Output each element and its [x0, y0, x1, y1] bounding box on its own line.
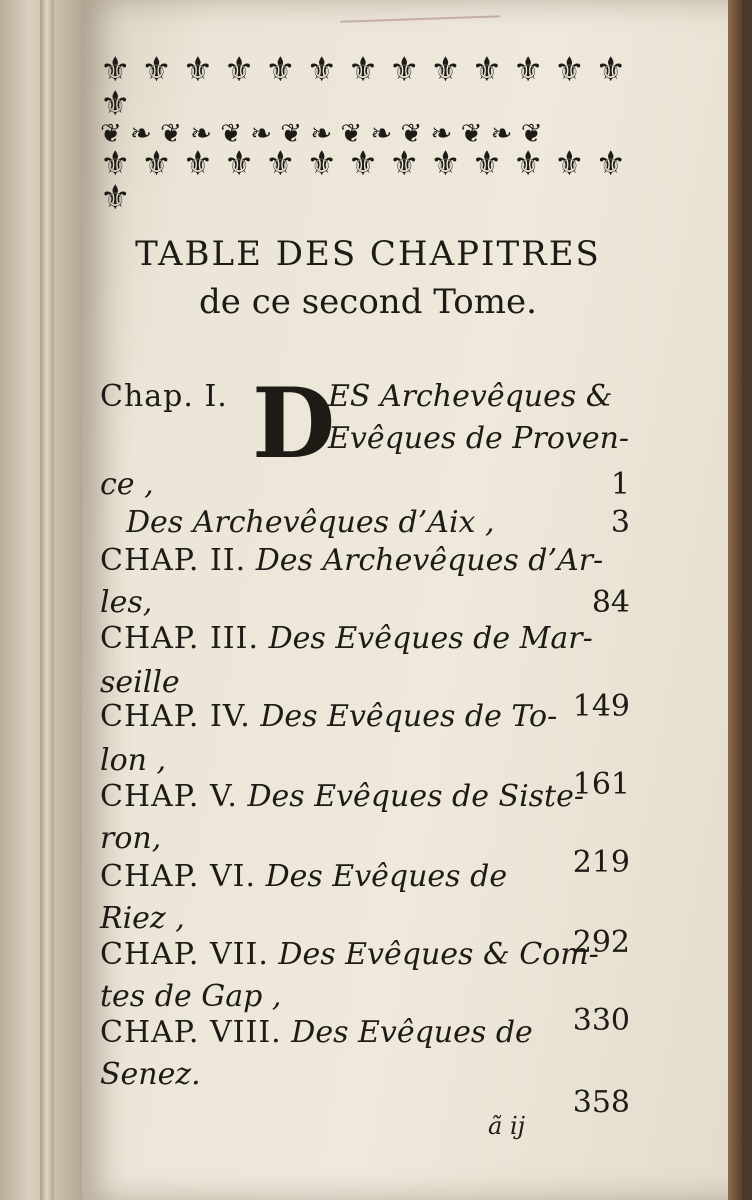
list-item: [100, 774, 630, 820]
chapter-title-cont: Riez ,: [100, 901, 185, 936]
signature-mark: ã ij: [488, 1112, 526, 1140]
page-number: 1: [610, 467, 630, 502]
chapter-title: Des Evêques de Siste-: [247, 779, 585, 814]
chapter-title: Des Evêques de Mar-: [268, 621, 593, 656]
list-item: [100, 694, 630, 740]
chapter-title-cont: lon ,: [100, 743, 167, 778]
page-title: TABLE DES CHAPITRES: [135, 234, 601, 274]
chapter-title-cont: les,: [100, 585, 153, 620]
chapter-label: CHAP. III.: [100, 621, 260, 656]
chapter-title-cont: Senez.: [100, 1057, 201, 1092]
list-item: [100, 538, 630, 584]
chapter-title-cont: tes de Gap ,: [100, 979, 282, 1014]
page-number: 84: [591, 585, 630, 620]
page-number: 219: [572, 845, 630, 880]
chapter-title-cont: seille: [100, 665, 180, 700]
chapter-label: CHAP. VIII.: [100, 1015, 282, 1050]
fleur-de-lis-icon: ⚜ ⚜ ⚜ ⚜ ⚜ ⚜ ⚜ ⚜ ⚜ ⚜ ⚜ ⚜ ⚜ ⚜: [100, 50, 626, 124]
chapter-label: Chap. I.: [100, 379, 228, 414]
fleur-de-lis-icon-row: ⚜ ⚜ ⚜ ⚜ ⚜ ⚜ ⚜ ⚜ ⚜ ⚜ ⚜ ⚜ ⚜ ⚜: [100, 144, 626, 218]
fleur-de-lis-ornament-band: [100, 50, 652, 218]
chapter-title: ES Archevêques &: [328, 379, 613, 414]
chapter-title-cont: ce , 1: [100, 462, 630, 508]
chapter-title: Des Evêques de: [265, 859, 508, 894]
list-item: [100, 1010, 630, 1056]
list-item: [100, 616, 630, 662]
page-number: 358: [572, 1085, 630, 1120]
chapter-label: CHAP. IV.: [100, 699, 251, 734]
list-item: [100, 854, 630, 900]
page-number: 149: [572, 689, 630, 724]
chapter-label: CHAP. VI.: [100, 859, 257, 894]
page-number: 161: [572, 767, 630, 802]
chapter-label: CHAP. VII.: [100, 937, 269, 972]
page-edge: [728, 0, 742, 1200]
section-title: Des Archevêques d’Aix ,: [126, 505, 495, 540]
chapter-title-cont: Evêques de Proven-: [328, 421, 630, 456]
spine-edge: [40, 0, 54, 1200]
drop-cap: D: [252, 367, 336, 480]
chapter-title: Des Evêques & Com-: [278, 937, 599, 972]
scroll-flourish-icon: ❦ ❧ ❦ ❧ ❦ ❧ ❦ ❧ ❦ ❧ ❦ ❧ ❦ ❧ ❦: [100, 119, 543, 149]
list-item: [100, 932, 630, 978]
list-item: [100, 1080, 630, 1126]
chapter-title: Des Evêques de To-: [260, 699, 558, 734]
page-number: 292: [572, 925, 630, 960]
chapter-title: Des Evêques de: [291, 1015, 533, 1050]
page-number: 3: [610, 505, 630, 540]
chapter-title-cont: ron,: [100, 821, 162, 856]
chapter-label: CHAP. V.: [100, 779, 238, 814]
chapter-label: CHAP. II.: [100, 543, 247, 578]
page-subtitle: de ce second Tome.: [199, 282, 537, 322]
chapter-title: Des Archevêques d’Ar-: [255, 543, 604, 578]
page-number: 330: [572, 1003, 630, 1038]
